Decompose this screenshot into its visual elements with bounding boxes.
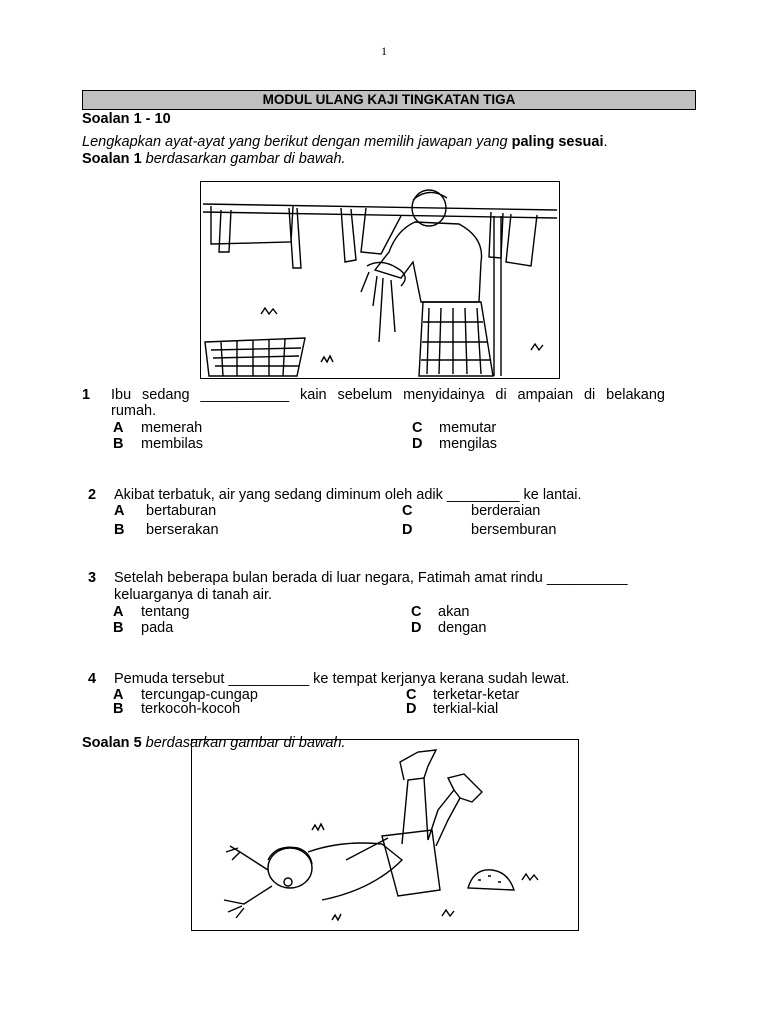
question-3-number: 3 xyxy=(88,570,97,586)
q2-option-a-text[interactable]: bertaburan xyxy=(146,503,217,519)
q3-option-d-letter[interactable]: D xyxy=(411,620,422,636)
intro-question-5-text: berdasarkan gambar di bawah. xyxy=(141,735,346,751)
intro-question-1-text: berdasarkan gambar di bawah. xyxy=(141,151,346,167)
q3-option-b-text[interactable]: pada xyxy=(141,620,174,636)
q4-option-c-text[interactable]: terketar-ketar xyxy=(433,687,520,703)
q1-option-c-letter[interactable]: C xyxy=(412,420,423,436)
q1-option-d-text[interactable]: mengilas xyxy=(439,436,498,452)
intro-question-5-label: Soalan 5 xyxy=(82,735,142,751)
q3-option-b-letter[interactable]: B xyxy=(113,620,124,636)
q2-option-c-letter[interactable]: C xyxy=(402,503,413,519)
illustration-mother-wringing-cloth xyxy=(200,181,560,379)
q3-option-c-letter[interactable]: C xyxy=(411,604,422,620)
illustration-man-falling xyxy=(191,739,579,931)
question-1-text: Ibu sedang ___________ kain sebelum menyidainya di ampaian di belakang xyxy=(111,387,665,403)
illustration-mother-drawing xyxy=(201,182,559,378)
q1-option-a-text[interactable]: memerah xyxy=(141,420,203,436)
page-number: 1 xyxy=(381,44,387,58)
q4-option-d-text[interactable]: terkial-kial xyxy=(433,701,499,717)
intro-question-5 xyxy=(82,735,346,751)
question-1-text-cont: rumah. xyxy=(111,403,157,419)
q2-option-b-text[interactable]: berserakan xyxy=(146,522,219,538)
q4-option-a-letter[interactable]: A xyxy=(113,687,124,703)
q1-option-b-letter[interactable]: B xyxy=(113,436,124,452)
q3-option-d-text[interactable]: dengan xyxy=(438,620,487,636)
question-2-number: 2 xyxy=(88,487,97,503)
module-title: MODUL ULANG KAJI TINGKATAN TIGA xyxy=(82,90,696,110)
q4-option-b-letter[interactable]: B xyxy=(113,701,124,717)
q3-option-c-text[interactable]: akan xyxy=(438,604,470,620)
q4-option-a-text[interactable]: tercungap-cungap xyxy=(141,687,258,703)
q4-option-c-letter[interactable]: C xyxy=(406,687,417,703)
q1-option-c-text[interactable]: memutar xyxy=(439,420,497,436)
q3-option-a-text[interactable]: tentang xyxy=(141,604,190,620)
q1-option-d-letter[interactable]: D xyxy=(412,436,423,452)
question-4-number: 4 xyxy=(88,671,97,687)
question-2-text: Akibat terbatuk, air yang sedang diminum oleh adik _________ ke lantai. xyxy=(114,487,582,503)
q2-option-a-letter[interactable]: A xyxy=(114,503,125,519)
intro-question-1 xyxy=(82,151,346,167)
q2-option-d-letter[interactable]: D xyxy=(402,522,413,538)
q2-option-b-letter[interactable]: B xyxy=(114,522,125,538)
instruction xyxy=(82,134,608,150)
instruction-emphasis: paling sesuai xyxy=(511,134,604,150)
q2-option-d-text[interactable]: bersemburan xyxy=(471,522,557,538)
illustration-man-falling-drawing xyxy=(192,740,578,930)
question-range-label: Soalan 1 - 10 xyxy=(82,111,171,127)
q4-option-b-text[interactable]: terkocoh-kocoh xyxy=(141,701,241,717)
instruction-text: Lengkapkan ayat-ayat yang berikut dengan memilih jawapan yang xyxy=(82,134,512,150)
question-3-text-cont: keluarganya di tanah air. xyxy=(114,587,272,603)
instruction-end: . xyxy=(603,134,608,150)
q1-option-b-text[interactable]: membilas xyxy=(141,436,204,452)
intro-question-1-label: Soalan 1 xyxy=(82,151,142,167)
q3-option-a-letter[interactable]: A xyxy=(113,604,124,620)
q4-option-d-letter[interactable]: D xyxy=(406,701,417,717)
question-3-text: Setelah beberapa bulan berada di luar negara, Fatimah amat rindu __________ xyxy=(114,570,628,586)
q2-option-c-text[interactable]: berderaian xyxy=(471,503,541,519)
question-4-text: Pemuda tersebut __________ ke tempat kerjanya kerana sudah lewat. xyxy=(114,671,570,687)
question-1-number: 1 xyxy=(82,387,91,403)
q1-option-a-letter[interactable]: A xyxy=(113,420,124,436)
